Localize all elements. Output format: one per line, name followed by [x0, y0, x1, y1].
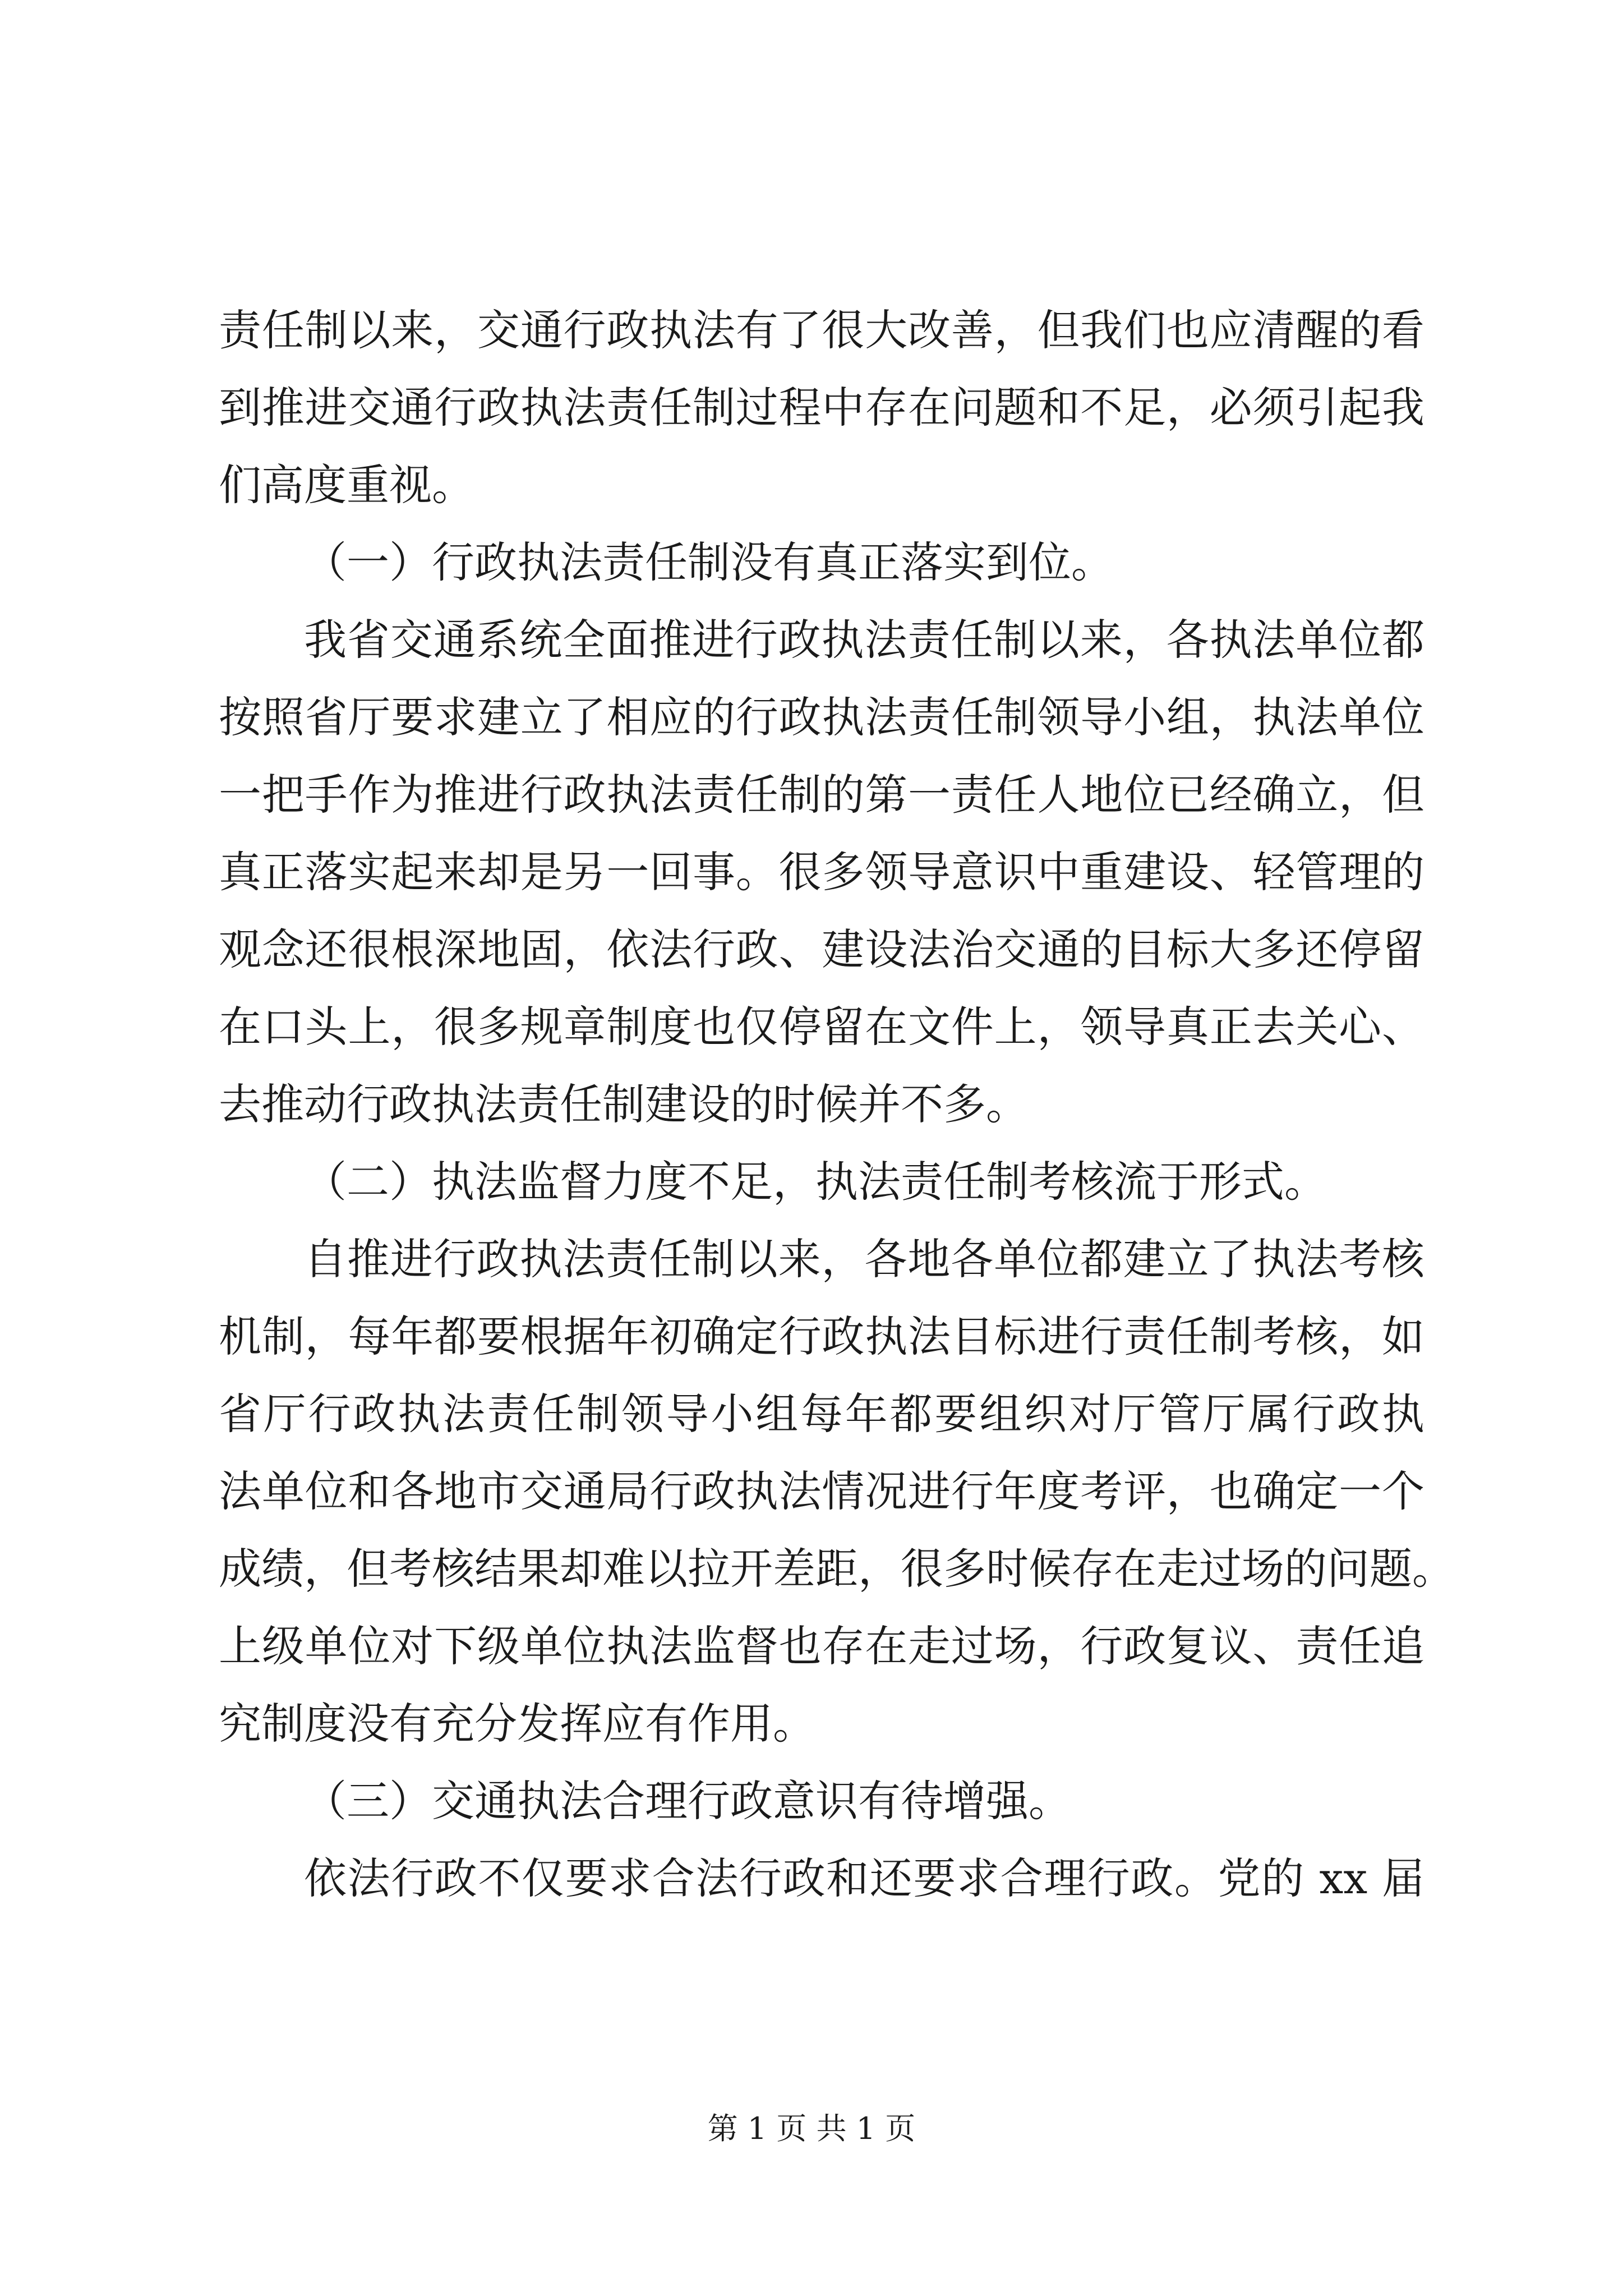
- body-line: 按照省厅要求建立了相应的行政执法责任制领导小组，执法单位: [219, 692, 1424, 742]
- body-line: 们高度重视。: [219, 460, 474, 510]
- body-line: 省厅行政执法责任制领导小组每年都要组织对厅管厅属行政执: [219, 1389, 1424, 1439]
- body-line: 自推进行政执法责任制以来，各地各单位都建立了执法考核: [304, 1234, 1424, 1284]
- body-line: 到推进交通行政执法责任制过程中存在问题和不足，必须引起我: [219, 383, 1424, 432]
- body-line: 上级单位对下级单位执法监督也存在走过场，行政复议、责任追: [219, 1621, 1424, 1671]
- body-line: 真正落实起来却是另一回事。很多领导意识中重建设、轻管理的: [219, 847, 1424, 897]
- body-line: 法单位和各地市交通局行政执法情况进行年度考评，也确定一个: [219, 1466, 1424, 1516]
- body-line: 一把手作为推进行政执法责任制的第一责任人地位已经确立，但: [219, 770, 1424, 820]
- section-heading-1: （一）行政执法责任制没有真正落实到位。: [304, 537, 1114, 587]
- body-line: 去推动行政执法责任制建设的时候并不多。: [219, 1079, 1029, 1129]
- body-line: 观念还很根深地固，依法行政、建设法治交通的目标大多还停留: [219, 924, 1424, 974]
- body-line: 依法行政不仅要求合法行政和还要求合理行政。党的 xx 届: [304, 1853, 1424, 1903]
- section-heading-3: （三）交通执法合理行政意识有待增强。: [304, 1776, 1071, 1826]
- body-line: 我省交通系统全面推进行政执法责任制以来，各执法单位都: [304, 615, 1424, 665]
- page-footer: 第 1 页 共 1 页: [707, 2111, 916, 2146]
- body-line: 机制，每年都要根据年初确定行政执法目标进行责任制考核，如: [219, 1312, 1424, 1361]
- body-line: 究制度没有充分发挥应有作用。: [219, 1699, 815, 1749]
- body-line: 成绩，但考核结果却难以拉开差距，很多时候存在走过场的问题。: [219, 1544, 1455, 1594]
- body-line: 责任制以来，交通行政执法有了很大改善，但我们也应清醒的看: [219, 305, 1424, 355]
- document-body: [219, 292, 1455, 1917]
- section-heading-2: （二）执法监督力度不足，执法责任制考核流于形式。: [304, 1157, 1327, 1207]
- body-line: 在口头上，很多规章制度也仅停留在文件上，领导真正去关心、: [219, 1002, 1424, 1052]
